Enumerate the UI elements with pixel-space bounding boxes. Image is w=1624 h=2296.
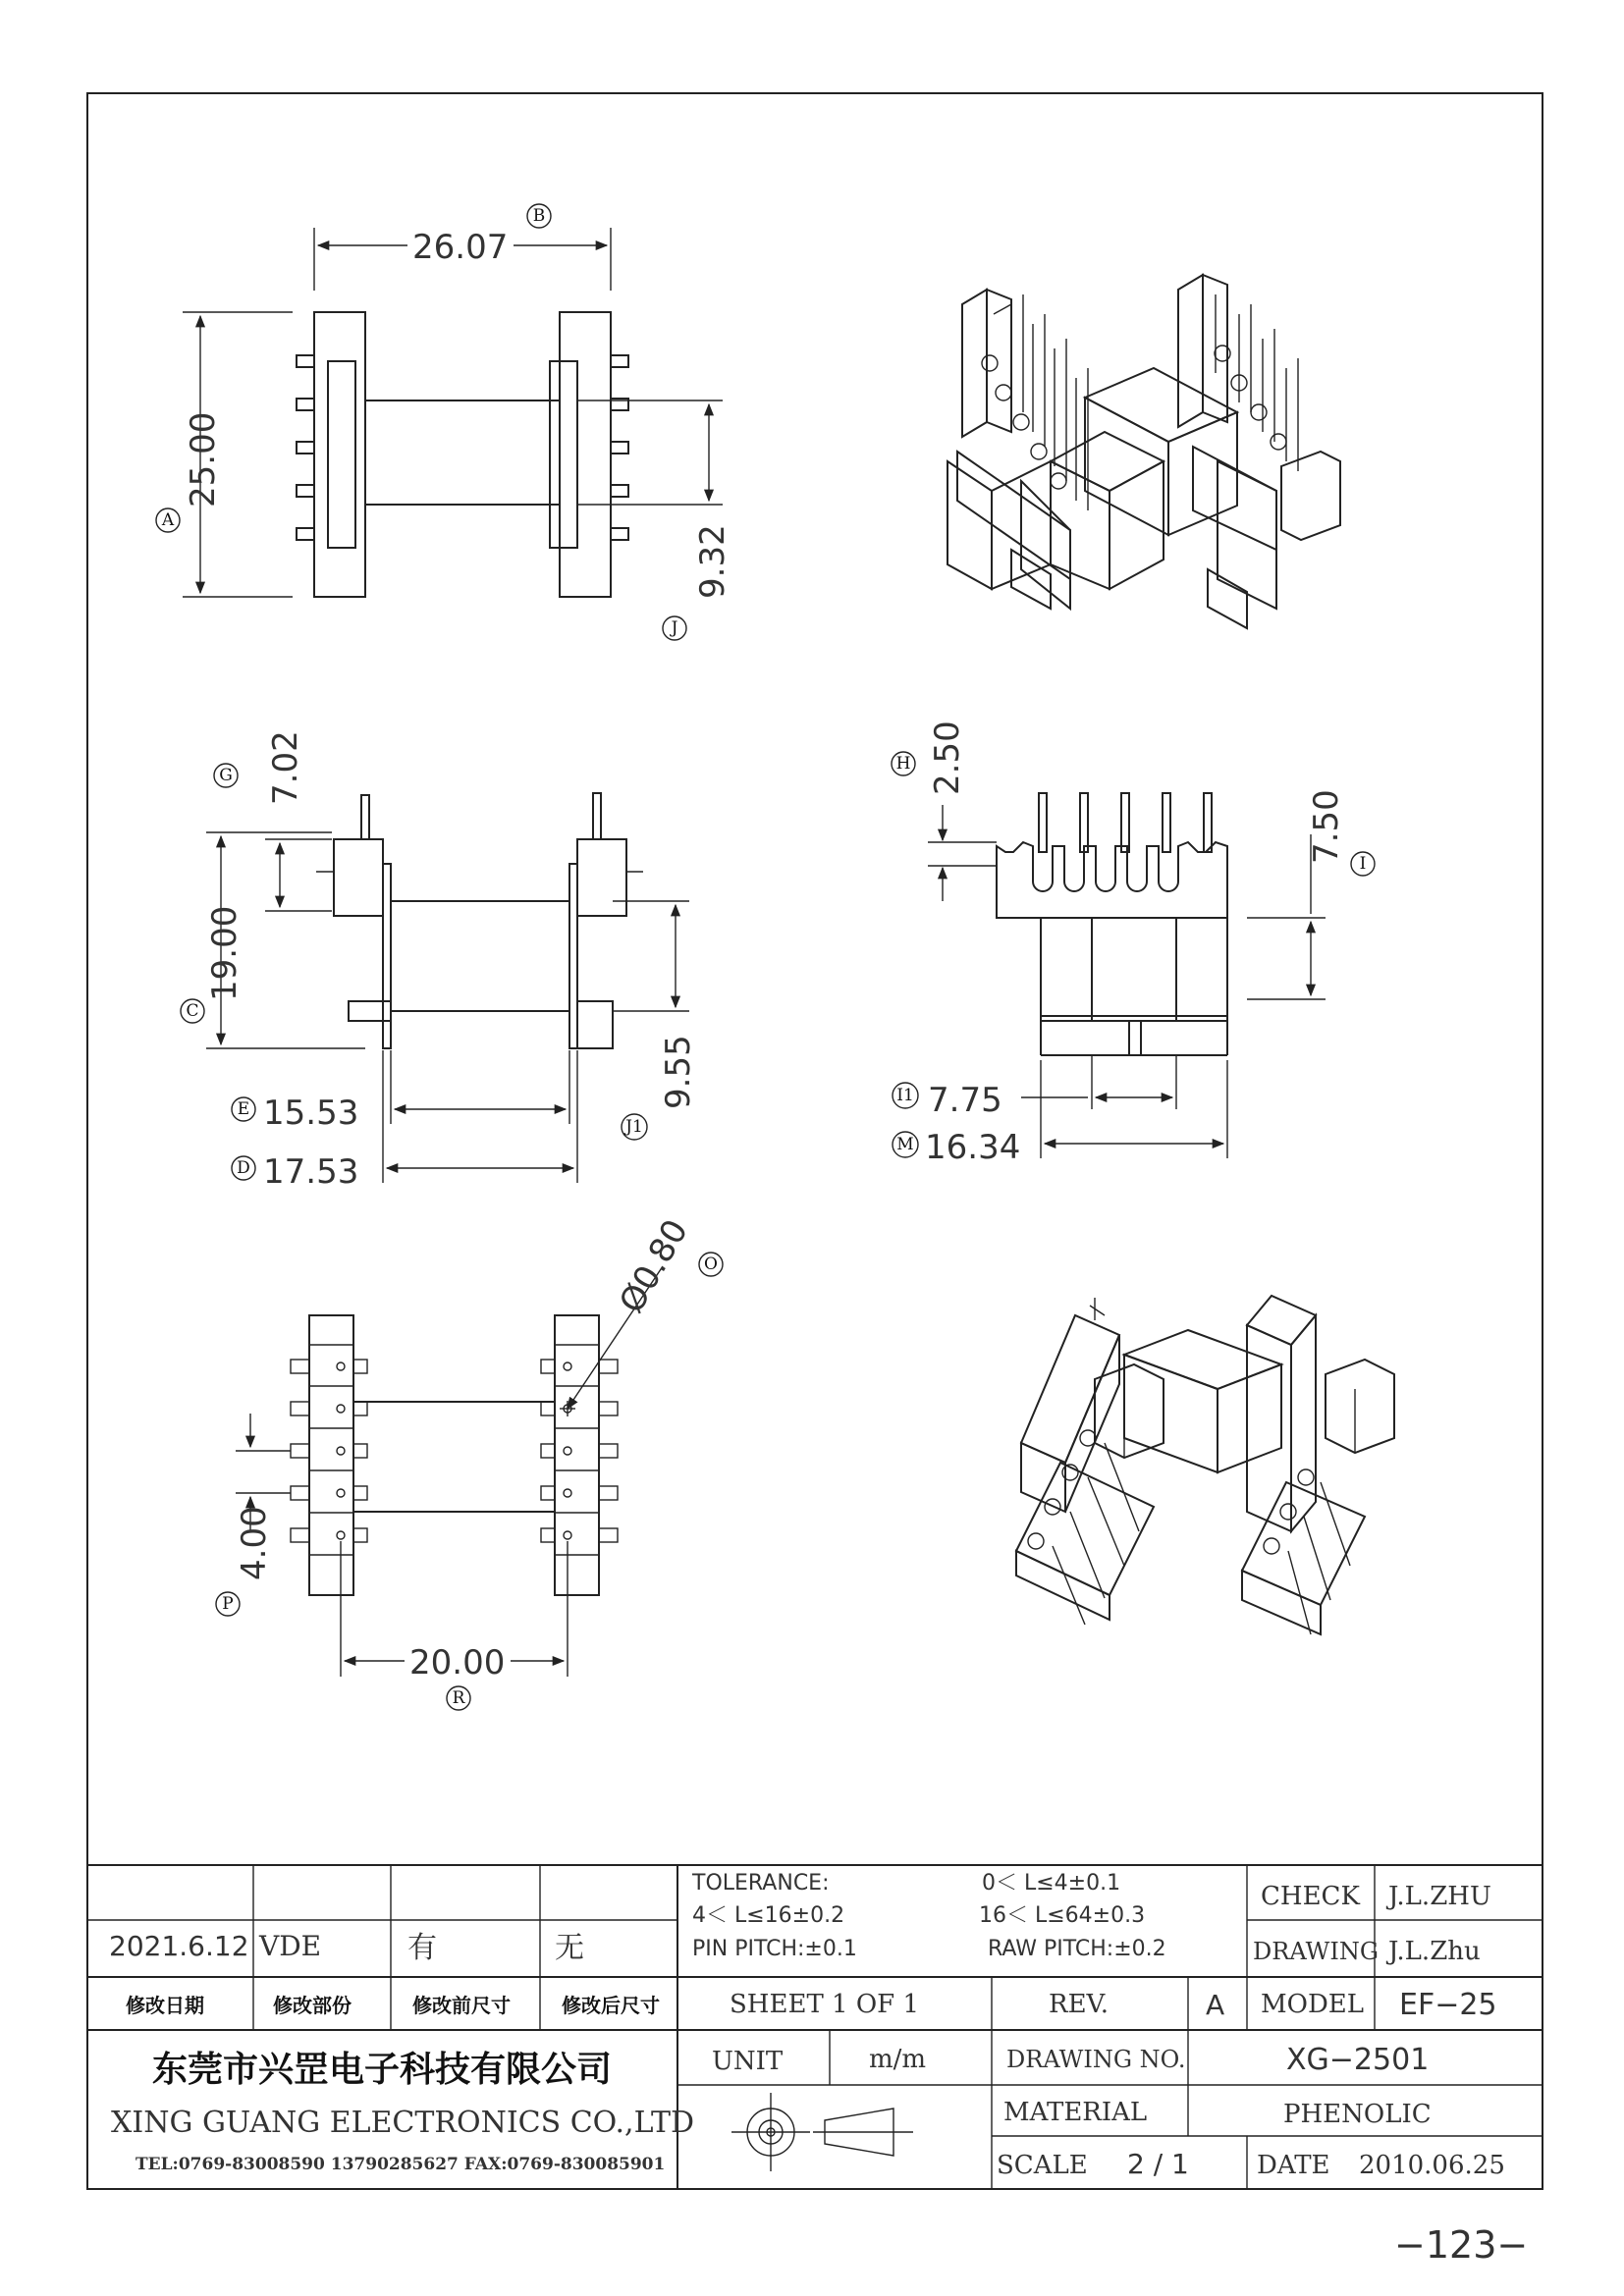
dim-c-value: 19.00 bbox=[205, 905, 244, 1001]
unit-label: UNIT bbox=[712, 2047, 784, 2076]
dim-h-letter: H bbox=[895, 754, 911, 774]
drawing-no-value: XG−2501 bbox=[1286, 2043, 1430, 2077]
dim-r-letter: R bbox=[452, 1688, 465, 1708]
dim-j-letter: J bbox=[671, 618, 678, 638]
dim-e-value: 15.53 bbox=[263, 1094, 359, 1133]
dim-j-value: 9.32 bbox=[693, 524, 732, 599]
revision-before: 有 bbox=[407, 1931, 437, 1965]
dim-m-value: 16.34 bbox=[925, 1128, 1021, 1167]
dim-g-value: 7.02 bbox=[266, 730, 305, 805]
scale-label: SCALE bbox=[997, 2151, 1088, 2180]
drawing-value: J.L.Zhu bbox=[1388, 1937, 1481, 1966]
dim-o-letter: O bbox=[704, 1255, 718, 1274]
dim-g-letter: G bbox=[219, 766, 233, 785]
dim-a-value: 25.00 bbox=[184, 411, 223, 507]
scale-value: 2 / 1 bbox=[1127, 2148, 1189, 2180]
dim-d-value: 17.53 bbox=[263, 1152, 359, 1192]
front-view bbox=[892, 721, 1375, 1167]
tolerance-range-2: 4＜ L≤16±0.2 bbox=[692, 1903, 845, 1928]
header-date: 修改日期 bbox=[126, 1994, 204, 2017]
revision-date: 2021.6.12 bbox=[109, 1930, 249, 1962]
rev-value: A bbox=[1206, 1989, 1225, 2021]
title-block bbox=[87, 1865, 1543, 2189]
dim-i-value: 7.50 bbox=[1307, 789, 1346, 864]
tolerance-range-1: 0＜ L≤4±0.1 bbox=[982, 1871, 1121, 1896]
date-value: 2010.06.25 bbox=[1359, 2151, 1505, 2180]
page-number: −123− bbox=[1394, 2223, 1529, 2267]
dim-h-value: 2.50 bbox=[928, 721, 967, 795]
model-value: EF−25 bbox=[1399, 1988, 1497, 2022]
dim-j1-value: 9.55 bbox=[659, 1035, 698, 1109]
dim-r-value: 20.00 bbox=[409, 1643, 506, 1682]
dim-a-letter: A bbox=[161, 510, 175, 530]
isometric-view-2 bbox=[1016, 1296, 1394, 1634]
tolerance-label: TOLERANCE: bbox=[692, 1871, 830, 1896]
raw-pitch: RAW PITCH:±0.2 bbox=[988, 1937, 1166, 1961]
dim-b-value: 26.07 bbox=[412, 228, 509, 267]
bottom-view bbox=[216, 1213, 723, 1710]
dim-m-letter: M bbox=[896, 1135, 914, 1154]
model-label: MODEL bbox=[1261, 1990, 1365, 2019]
dim-j1-letter: J1 bbox=[625, 1117, 643, 1137]
company-name-cn: 东莞市兴罡电子科技有限公司 bbox=[152, 2050, 613, 2090]
drawing-label: DRAWING bbox=[1253, 1938, 1379, 1965]
header-part: 修改部份 bbox=[273, 1994, 352, 2017]
pin-pitch: PIN PITCH:±0.1 bbox=[692, 1937, 857, 1961]
material-label: MATERIAL bbox=[1003, 2098, 1148, 2127]
revision-part: VDE bbox=[259, 1930, 322, 1962]
dim-p-letter: P bbox=[222, 1594, 234, 1614]
dim-c-letter: C bbox=[186, 1001, 199, 1021]
material-value: PHENOLIC bbox=[1283, 2100, 1432, 2129]
revision-after: 无 bbox=[555, 1931, 584, 1965]
sheet-info: SHEET 1 OF 1 bbox=[730, 1990, 920, 2019]
company-contact: TEL:0769-83008590 13790285627 FAX:0769-830085901 bbox=[135, 2155, 666, 2174]
tolerance-range-3: 16＜ L≤64±0.3 bbox=[979, 1903, 1146, 1928]
dim-p-value: 4.00 bbox=[235, 1506, 274, 1580]
dim-b-letter: B bbox=[532, 206, 546, 226]
unit-value: m/m bbox=[869, 2045, 927, 2074]
date-label: DATE bbox=[1257, 2151, 1330, 2180]
side-view bbox=[181, 730, 698, 1192]
check-label: CHECK bbox=[1261, 1882, 1360, 1911]
header-before: 修改前尺寸 bbox=[412, 1994, 511, 2017]
dim-i1-letter: I1 bbox=[896, 1086, 914, 1105]
dim-i-letter: I bbox=[1359, 854, 1367, 874]
dim-d-letter: D bbox=[237, 1158, 250, 1178]
dim-i1-value: 7.75 bbox=[928, 1081, 1002, 1120]
dim-o-value: Ø0.80 bbox=[612, 1212, 697, 1320]
projection-symbol-icon bbox=[731, 2093, 913, 2171]
rev-label: REV. bbox=[1049, 1990, 1110, 2019]
company-name-en: XING GUANG ELECTRONICS CO.,LTD bbox=[111, 2106, 695, 2140]
drawing-no-label: DRAWING NO. bbox=[1006, 2046, 1186, 2073]
isometric-view-1 bbox=[947, 275, 1340, 628]
top-view bbox=[156, 204, 732, 640]
header-after: 修改后尺寸 bbox=[562, 1994, 660, 2017]
check-value: J.L.ZHU bbox=[1388, 1882, 1491, 1911]
dim-e-letter: E bbox=[237, 1099, 250, 1119]
